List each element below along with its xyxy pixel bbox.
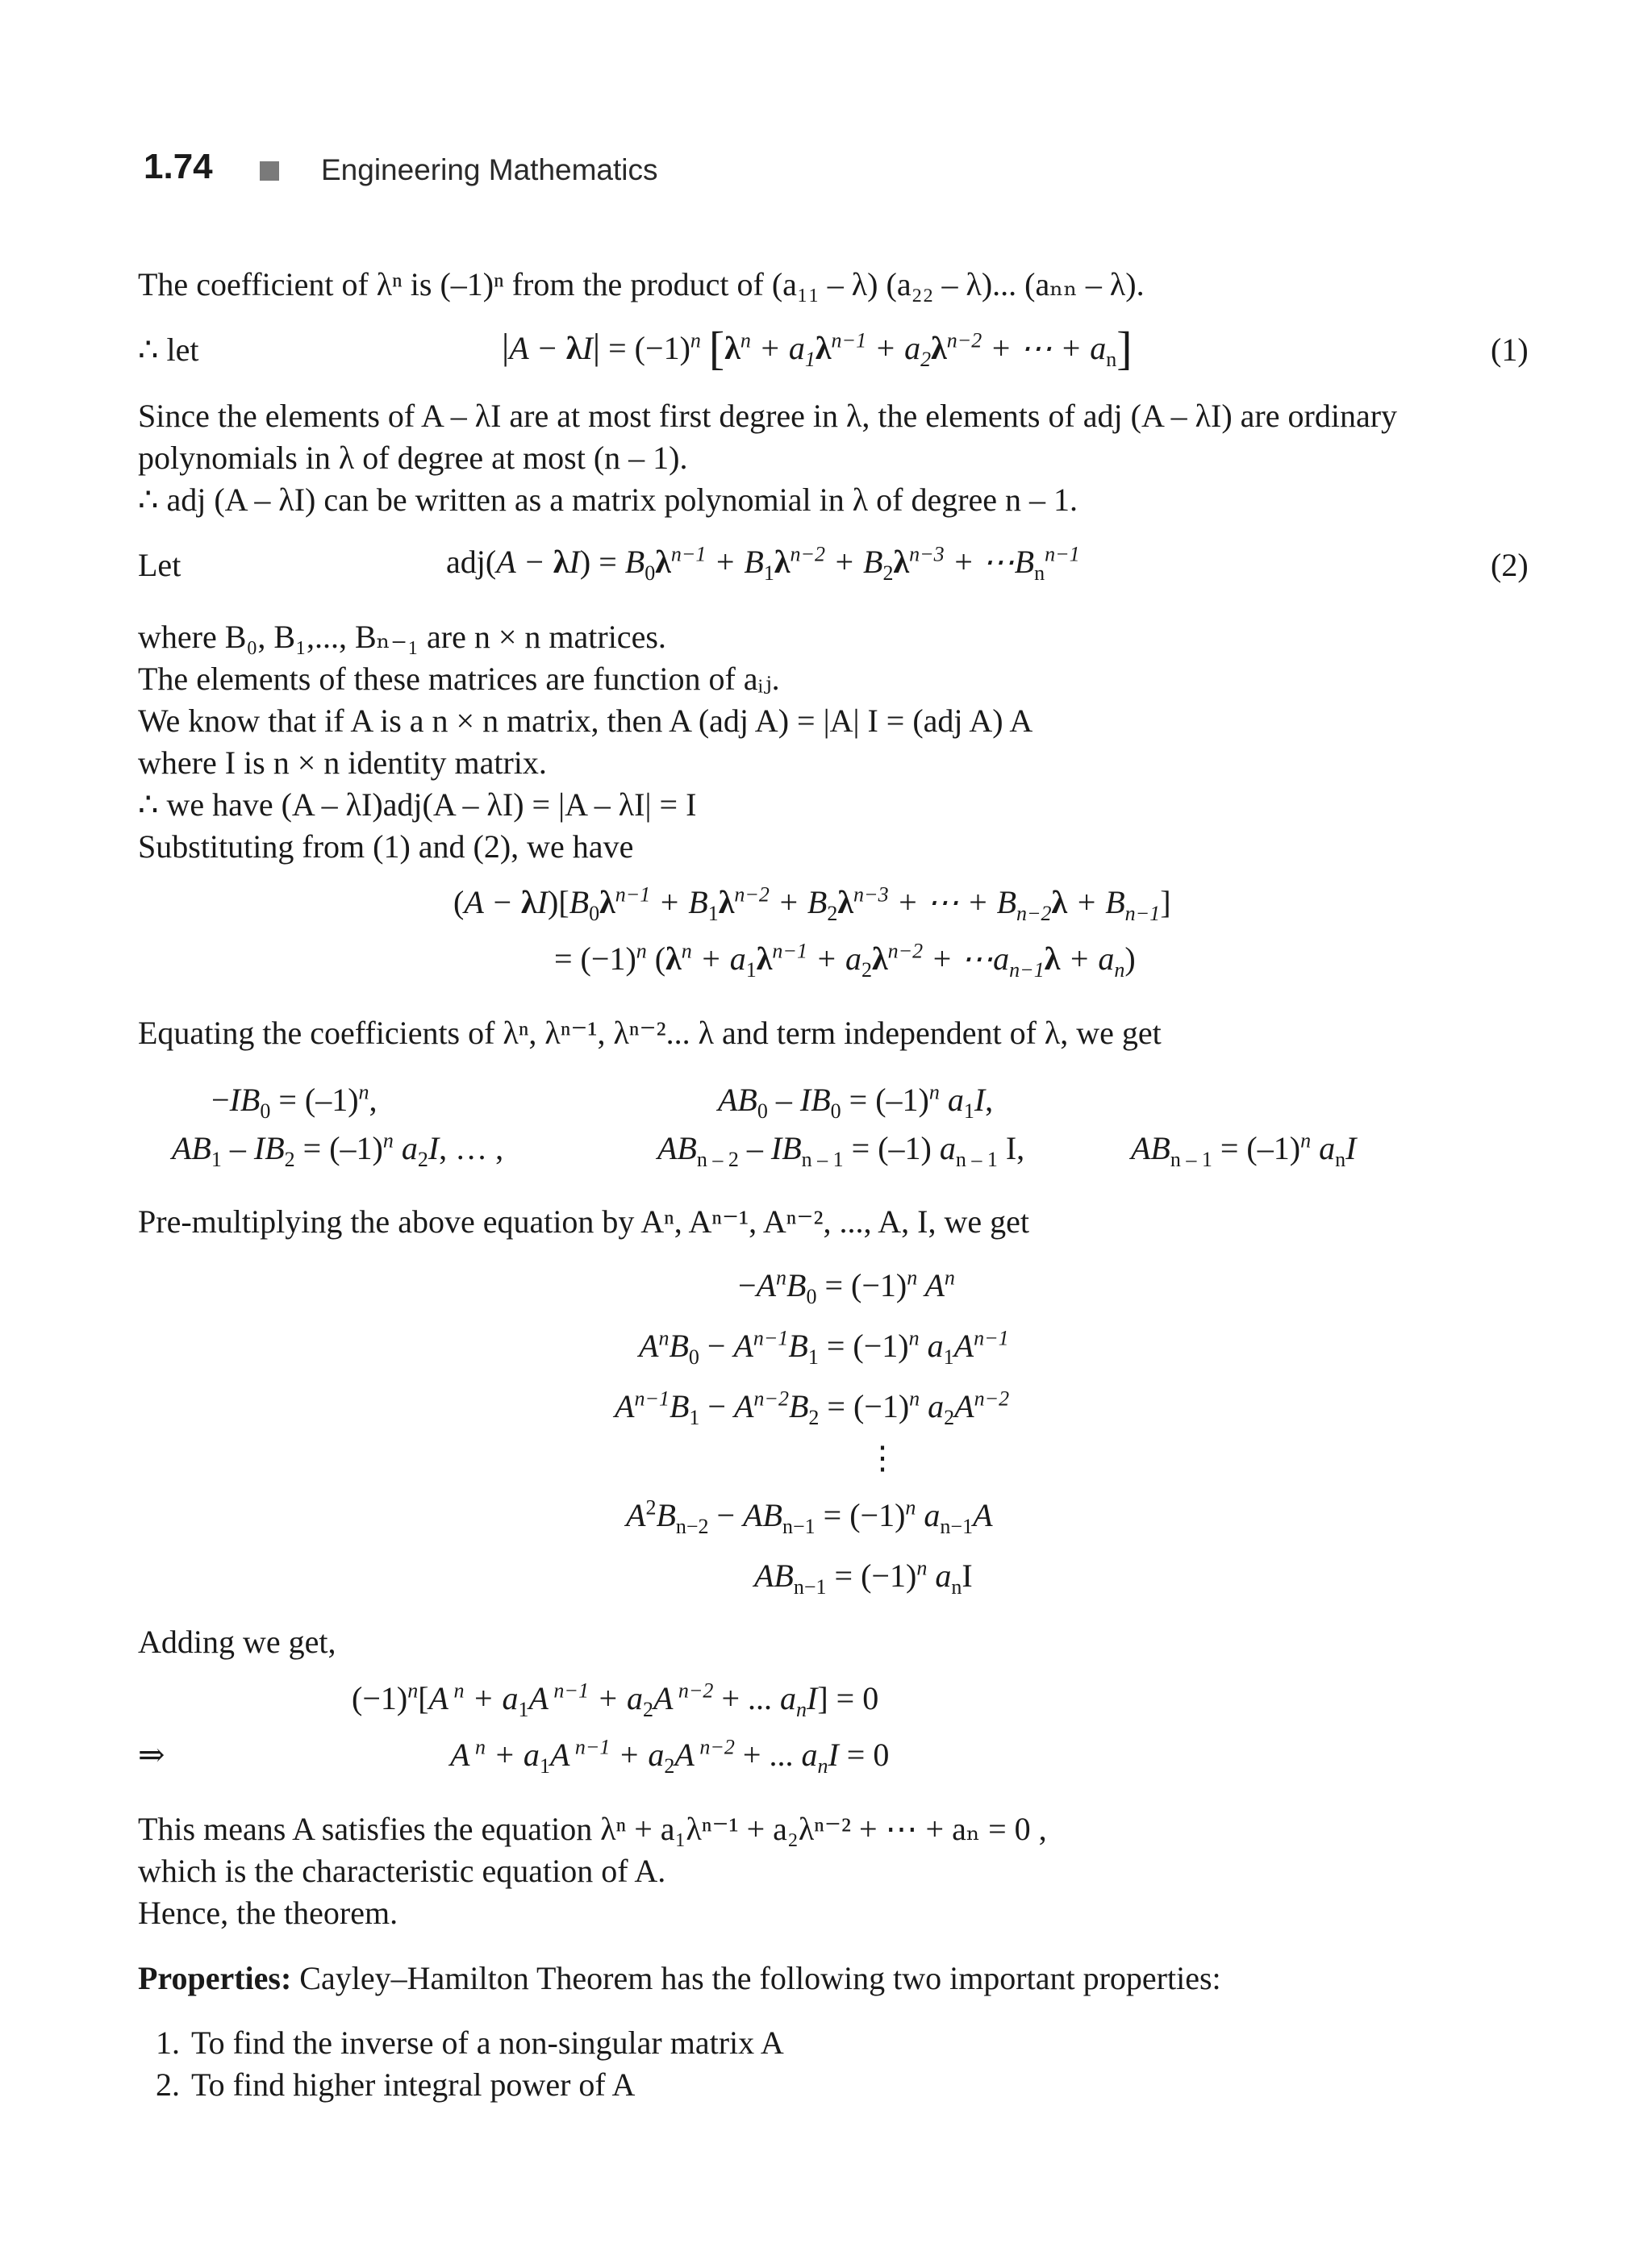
property-item-2 xyxy=(138,2064,635,2106)
equating-line: Equating the coefficients of λⁿ, λⁿ⁻¹, λⁿ⁻²... λ and term independent of λ, we get xyxy=(138,1015,1162,1051)
premult-eq-5: $AB_{n-1} = (-1)^n$ $a_nI$ xyxy=(754,1556,973,1599)
premult-eq-3: $A^{n-1}B_1 - A^{n-2}B_2 = (-1)^n$ $a_2A^{n-2}$ xyxy=(615,1387,1010,1429)
coeff-eq-3: $AB_1 - IB_2 = (-1)^n$ $a_2I$, … , xyxy=(172,1128,504,1171)
therefore-let: ∴ let xyxy=(138,332,199,368)
premult-eq-2: $A^nB_0 - A^{n-1}B_1 = (-1)^n$ $a_1A^{n-1}$ xyxy=(639,1326,1009,1369)
premult-eq-4: $A^2B_{n-2} - AB_{n-1} = (-1)^n$ $a_{n-1}A$ xyxy=(626,1495,993,1538)
book-title: Engineering Mathematics xyxy=(321,153,658,186)
coeff-eq-4: $AB_{n - 2} - IB_{n - 1} = (-1)$ $a_{n - 1}$ I, xyxy=(657,1130,1025,1171)
vertical-ellipsis: ⋮ xyxy=(866,1440,899,1476)
adding-line: Adding we get, xyxy=(138,1624,336,1660)
equation-number-1: (1) xyxy=(1491,332,1529,368)
this-means-line: This means A satisfies the equation λⁿ + a₁λⁿ⁻¹ + a₂λⁿ⁻² + ⋯ + aₙ = 0 , xyxy=(138,1811,1047,1847)
equation-1: $|A - \lambda I| = (-1)^n$ [$\lambda^n + a_1\lambda^{n-1} + a_2\lambda^{n-2}$ + ⋯ + $a_n$] xyxy=(502,322,1133,374)
adding-equation-2: A $^n + a_1A$ $^{n-1} + a_2A$ $^{n-2}$ + ... $a_nI = 0$ xyxy=(450,1735,890,1778)
property-number: 1. xyxy=(156,2025,180,2061)
since-line-1: Since the elements of A – λI are at most first degree in λ, the elements of adj (A – λI) are ordinary xyxy=(138,398,1398,434)
properties-text: Cayley–Hamilton Theorem has the following two important properties: xyxy=(291,1960,1221,1996)
coeff-eq-1: $-IB_0 = (-1)^n$, xyxy=(211,1080,378,1123)
where-b-line: where B₀, B₁,..., Bₙ₋₁ are n × n matrices. xyxy=(138,619,666,655)
we-know-line: We know that if A is a n × n matrix, then A (adj A) = |A| I = (adj A) A xyxy=(138,703,1033,739)
properties-label: Properties: xyxy=(138,1960,292,1996)
elements-line: The elements of these matrices are function of aᵢⱼ. xyxy=(138,661,780,697)
premult-eq-1: $-A^nB_0 = (-1)^n$ $A^n$ xyxy=(738,1266,955,1308)
implies-arrow: ⇒ xyxy=(138,1737,165,1773)
header-square-icon xyxy=(260,161,279,181)
property-item-1 xyxy=(138,2022,784,2064)
hence-line: Hence, the theorem. xyxy=(138,1895,398,1931)
which-is-line: which is the characteristic equation of A. xyxy=(138,1853,666,1889)
where-i-line: where I is n × n identity matrix. xyxy=(138,744,547,781)
substitution-equation-1: $(A - \lambda I)[B_0\lambda^{n-1} + B_1\lambda^{n-2} + B_2\lambda^{n-3}$ + ⋯ + $B_{n-2}\lambda + B_{n-1}$] xyxy=(453,882,1171,925)
substituting-line: Substituting from (1) and (2), we have xyxy=(138,828,634,865)
coeff-eq-2: $AB_0 - IB_0 = (-1)^n$ $a_1I$, xyxy=(718,1080,994,1123)
property-text: To find the inverse of a non-singular matrix A xyxy=(191,2025,784,2061)
equation-number-2: (2) xyxy=(1491,547,1529,583)
we-have-line: ∴ we have (A – λI)adj(A – λI) = |A – λI| = I xyxy=(138,786,697,823)
property-text: To find higher integral power of A xyxy=(191,2066,636,2103)
coeff-eq-5: $AB_{n - 1} = (-1)^n$ $a_nI$ xyxy=(1131,1128,1357,1171)
coefficient-line: The coefficient of λⁿ is (–1)ⁿ from the product of (a₁₁ – λ) (a₂₂ – λ)... (aₙₙ – λ). xyxy=(138,266,1145,302)
page-number: 1.74 xyxy=(144,147,213,186)
equation-2: $adj(A - \lambda I) = B_0\lambda^{n-1} + B_1\lambda^{n-2} + B_2\lambda^{n-3}$ + $\cdots B_n^{n-1}$ xyxy=(446,542,1080,585)
substitution-equation-2: = $(-1)^n$ ($\lambda^n + a_1\lambda^{n-1} + a_2\lambda^{n-2}$ + $\cdots a_{n-1}\lambda + a_n$) xyxy=(554,939,1136,982)
adding-equation-1: $(-1)^n[A$ $^n + a_1A$ $^{n-1} + a_2A$ $^{n-2}$ + ... $a_nI] = 0$ xyxy=(352,1678,879,1721)
since-line-2: polynomials in λ of degree at most (n – 1). xyxy=(138,440,688,476)
property-number: 2. xyxy=(156,2066,180,2103)
properties-paragraph xyxy=(138,1958,1221,2000)
adj-line: ∴ adj (A – λI) can be written as a matrix polynomial in λ of degree n – 1. xyxy=(138,482,1078,518)
premultiplying-line: Pre-multiplying the above equation by Aⁿ, Aⁿ⁻¹, Aⁿ⁻², ..., A, I, we get xyxy=(138,1203,1029,1240)
let-label: Let xyxy=(138,547,181,583)
